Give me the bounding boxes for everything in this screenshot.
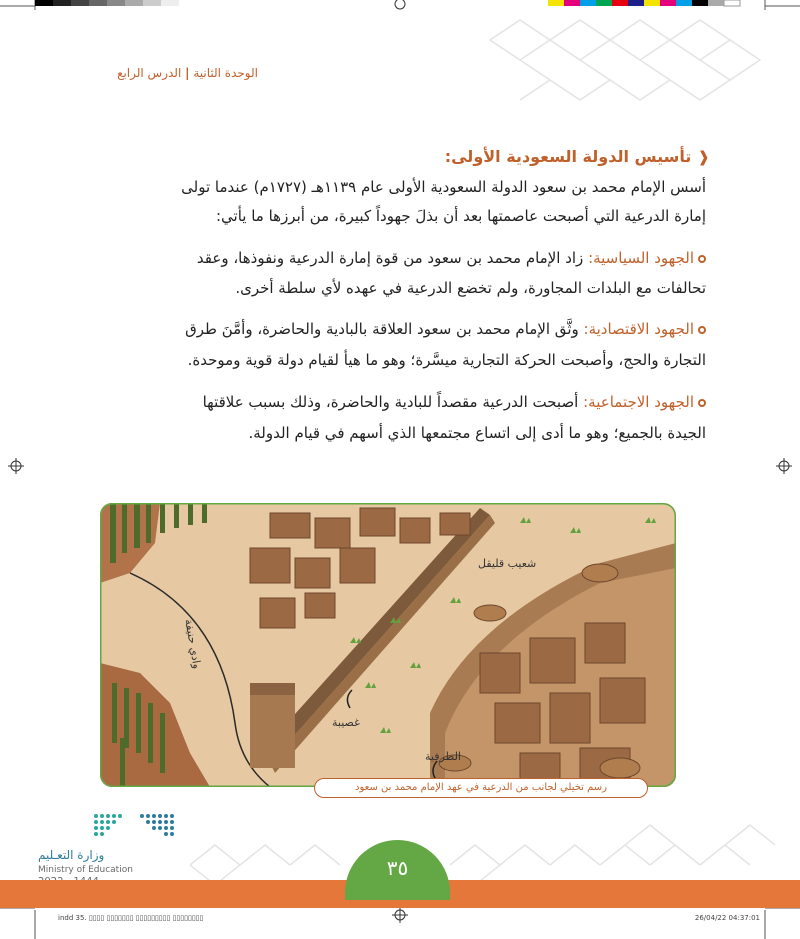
ministry-logo-icon — [92, 812, 182, 842]
bullet-social: الجهود الاجتماعية: أصبحت الدرعية مقصداً للبادية والحاضرة، وذلك بسبب علاقتها — [203, 393, 706, 411]
intro-line-2: إمارة الدرعية التي أصبحت عاصمتها بعد أن بذلَ جهوداً كبيرة، من أبرزها ما يأتي: — [215, 207, 706, 225]
map-label-shuaib: شعيب قليقل — [478, 557, 537, 570]
bullet-label: الجهود السياسية: — [588, 249, 694, 267]
bullet-icon — [698, 399, 706, 407]
decorative-pattern — [470, 0, 770, 130]
map-label-turaif: الطرفية — [425, 750, 461, 763]
file-info: indd 35. ▯▯▯▯ ▯▯▯▯▯▯▯ ▯▯▯▯▯▯▯▯▯ ▯▯▯▯▯▯▯▯ — [58, 914, 204, 922]
date-info: 26/04/22 04:37:01 — [694, 914, 760, 922]
diriyah-illustration — [100, 503, 676, 787]
bullet-icon — [698, 326, 706, 334]
map-label-wadi: وادي حنيفة — [182, 618, 204, 670]
ministry-name-en: Ministry of Education — [38, 865, 133, 875]
lesson-label: الدرس الرابع — [117, 66, 182, 80]
map-label-ghusaiba: غصيبة — [332, 716, 360, 729]
illustration-caption: رسم تخيلي لجانب من الدرعية في عهد الإمام محمد بن سعود — [314, 778, 648, 798]
page-number: ٣٥ — [345, 840, 450, 900]
bullet-economic: الجهود الاقتصادية: وثَّق الإمام محمد بن سعود العلاقة بالبادية والحاضرة، وأمَّنَ طرق — [185, 320, 706, 338]
intro-line-1: أسس الإمام محمد بن سعود الدولة السعودية الأولى عام ١١٣٩هـ (١٧٢٧م) عندما تولى — [181, 178, 706, 196]
footer-pattern — [190, 815, 790, 880]
bullet-label: الجهود الاجتماعية: — [583, 393, 694, 411]
ministry-name-ar: وزارة التعـليم — [38, 848, 105, 862]
bullet-social-line-2: الجيدة بالجميع؛ وهو ما أدى إلى اتساع مجتمعها الذي أسهم في قيام الدولة. — [248, 424, 706, 442]
bullet-political: الجهود السياسية: زاد الإمام محمد بن سعود من قوة إمارة الدرعية ونفوذها، وعقد — [197, 249, 706, 267]
section-title: ❰تأسيس الدولة السعودية الأولى: — [444, 147, 710, 166]
bullet-economic-line-2: التجارة والحج، وأصبحت الحركة التجارية ميسَّرة؛ وهو ما هيأ لقيام دولة قوية وموحدة. — [187, 351, 706, 369]
unit-label: الوحدة الثانية — [193, 66, 258, 80]
page-header: الوحدة الثانية | الدرس الرابع — [117, 66, 258, 80]
bullet-icon — [698, 255, 706, 263]
chevron-left-icon: ❰ — [697, 148, 710, 166]
bullet-label: الجهود الاقتصادية: — [583, 320, 694, 338]
bullet-political-line-2: تحالفات مع البلدات المجاورة، ولم تخضع الدرعية في عهده لأي سلطة أخرى. — [235, 279, 706, 297]
